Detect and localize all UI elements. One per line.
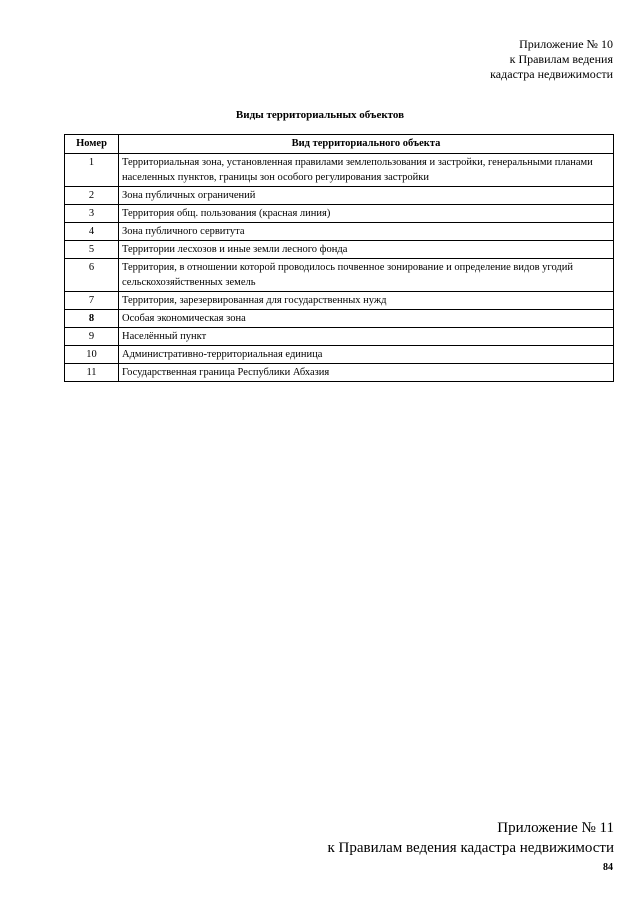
- column-header-number: Номер: [65, 135, 119, 154]
- table-row: [65, 205, 614, 223]
- appendix-number: Приложение № 10: [519, 37, 613, 51]
- table-row: [65, 241, 614, 259]
- page-number: 84: [603, 862, 613, 873]
- table-header-row: [65, 135, 614, 154]
- row-object-type: Административно-территориальная единица: [119, 346, 614, 364]
- row-object-type: Зона публичного сервитута: [119, 223, 614, 241]
- next-appendix-number: Приложение № 11: [497, 820, 614, 836]
- row-object-type: Зона публичных ограничений: [119, 187, 614, 205]
- table-row: [65, 223, 614, 241]
- row-object-type: Территория общ. пользования (красная линия): [119, 205, 614, 223]
- appendix-subtitle-line1: к Правилам ведения: [509, 52, 613, 66]
- row-number: 5: [65, 241, 119, 259]
- row-object-type: Территория, в отношении которой проводилось почвенное зонирование и определение видов угодий сельскохозяйственных земель: [119, 259, 614, 292]
- row-number: 4: [65, 223, 119, 241]
- row-object-type: Территориальная зона, установленная правилами землепользования и застройки, генеральными планами населенных пунктов, границы зон особого регулирования застройки: [119, 154, 614, 187]
- row-number: 9: [65, 328, 119, 346]
- territorial-objects-table: [64, 134, 614, 382]
- row-number: 1: [65, 154, 119, 187]
- row-object-type: Территории лесхозов и иные земли лесного фонда: [119, 241, 614, 259]
- row-number: 11: [65, 364, 119, 382]
- table-row: [65, 364, 614, 382]
- table-row: [65, 346, 614, 364]
- row-object-type: Территория, зарезервированная для государственных нужд: [119, 292, 614, 310]
- table-row: [65, 259, 614, 292]
- row-number: 2: [65, 187, 119, 205]
- row-object-type: Особая экономическая зона: [119, 310, 614, 328]
- table-row: [65, 310, 614, 328]
- column-header-object-type: Вид территориального объекта: [119, 135, 614, 154]
- appendix-header-top: [490, 37, 613, 82]
- page-title: Виды территориальных объектов: [235, 109, 405, 121]
- row-object-type: Государственная граница Республики Абхазия: [119, 364, 614, 382]
- appendix-header-bottom: [327, 818, 614, 858]
- table-row: [65, 187, 614, 205]
- appendix-subtitle-line2: кадастра недвижимости: [490, 67, 613, 81]
- table-row: [65, 292, 614, 310]
- row-object-type: Населённый пункт: [119, 328, 614, 346]
- row-number: 6: [65, 259, 119, 292]
- next-appendix-subtitle: к Правилам ведения кадастра недвижимости: [327, 840, 614, 856]
- table-row: [65, 328, 614, 346]
- row-number: 3: [65, 205, 119, 223]
- row-number: 8: [65, 310, 119, 328]
- table-row: [65, 154, 614, 187]
- row-number: 10: [65, 346, 119, 364]
- row-number: 7: [65, 292, 119, 310]
